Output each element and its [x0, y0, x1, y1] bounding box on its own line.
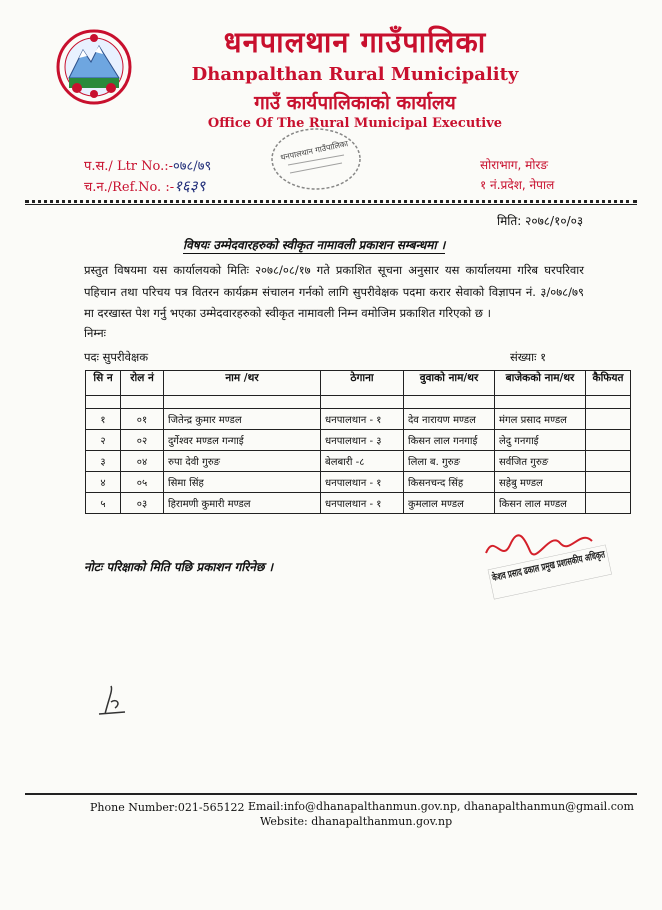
table-spacer-row	[86, 396, 631, 409]
cell-grandfather: सहेबु मण्डल	[495, 472, 586, 493]
address-line-2: १ नं.प्रदेश, नेपाल	[480, 178, 555, 192]
cell-name: दुर्गेश्वर मण्डल गन्गाई	[164, 430, 321, 451]
cell-roll: ०१	[121, 409, 164, 430]
municipality-emblem	[55, 28, 133, 106]
cell-name: सिमा सिंह	[164, 472, 321, 493]
cell-grandfather: सर्वजित गुरुङ	[495, 451, 586, 472]
cell-address: धनपालथान - १	[321, 409, 404, 430]
post-name: पदः सुपरीवेक्षक	[84, 350, 149, 364]
table-row	[86, 493, 631, 514]
letter-body: प्रस्तुत विषयमा यस कार्यालयको मितिः २०७८/०८/१७ गते प्रकाशित सूचना अनुसार यस कार्यालयमा गरिब घरपरिवार पहिचान तथा परिचय पत्र वितरन कार्यक्रम संचालन गर्नको लागि सुपरीवेक्षक पदमा करार सेवाको विज्ञापन नं. ३/०७८/७९ मा दरखास्त पेश गर्नु भएका उम्मेदवारहरुको स्वीकृत नामावली निम्न वमोजिम प्रकाशित गरिएको छ ।	[84, 263, 584, 320]
col-address: ठेगाना	[321, 371, 404, 396]
office-title-nepali: गाउँ कार्यपालिकाको कार्यालय	[254, 92, 456, 114]
cell-grandfather: किसन लाल मण्डल	[495, 493, 586, 514]
footer-website: Website: dhanapalthanmun.gov.np	[260, 815, 453, 828]
cell-serial: १	[86, 409, 121, 430]
cell-father: किसन लाल गनगाई	[404, 430, 495, 451]
table-row	[86, 430, 631, 451]
reference-number	[84, 176, 205, 196]
cell-roll: ०३	[121, 493, 164, 514]
col-serial: सि न	[86, 371, 121, 396]
cell-serial: ४	[86, 472, 121, 493]
stamp-text: केशव प्रसाद ढकाल प्रमुख प्रशासकीय अधिकृत	[491, 538, 658, 584]
cell-name: रुपा देवी गुरुङ	[164, 451, 321, 472]
cell-remarks	[586, 472, 631, 493]
cell-father: कुमलाल मण्डल	[404, 493, 495, 514]
office-seal	[268, 125, 364, 193]
col-remarks: कैफियत	[586, 371, 631, 396]
cell-roll: ०२	[121, 430, 164, 451]
cell-remarks	[586, 493, 631, 514]
letter-number-label: प.स./ Ltr No.:-	[84, 159, 174, 174]
letter-number	[84, 156, 211, 174]
municipality-title-english: Dhanpalthan Rural Municipality	[191, 64, 519, 85]
cell-serial: २	[86, 430, 121, 451]
reference-number-value: १६३९	[174, 177, 206, 195]
cell-name: हिरामणी कुमारी मण्डल	[164, 493, 321, 514]
cell-serial: ५	[86, 493, 121, 514]
cell-name: जितेन्द्र कुमार मण्डल	[164, 409, 321, 430]
table-row	[86, 472, 631, 493]
cell-father: किसनचन्द सिंह	[404, 472, 495, 493]
office-title-english: Office Of The Rural Municipal Executive	[207, 116, 503, 131]
col-name: नाम /थर	[164, 371, 321, 396]
col-roll: रोल नं	[121, 371, 164, 396]
table-row	[86, 409, 631, 430]
cell-address: धनपालथान - १	[321, 472, 404, 493]
footer-divider	[25, 793, 637, 795]
footer-phone: Phone Number:021-565122	[90, 801, 245, 814]
cell-grandfather: लेदु गनगाई	[495, 430, 586, 451]
cell-father: लिला ब. गुरुङ	[404, 451, 495, 472]
cell-grandfather: मंगल प्रसाद मण्डल	[495, 409, 586, 430]
letter-number-value: ०७८/७९	[173, 159, 212, 174]
letter-note: नोटः परिक्षाको मिति पछि प्रकाशन गरिनेछ ।	[84, 560, 274, 574]
footer-email: Email:info@dhanapalthanmun.gov.np, dhanapalthanmun@gmail.com	[248, 800, 634, 813]
address-line-1: सोराभाग, मोरङ	[480, 158, 549, 172]
list-heading: निम्नः	[84, 326, 106, 340]
cell-address: धनपालथान - १	[321, 493, 404, 514]
col-father: वुवाको नाम/थर	[404, 371, 495, 396]
cell-remarks	[586, 409, 631, 430]
reference-number-label: च.न./Ref.No. :-	[84, 180, 175, 195]
signature-stamp	[480, 523, 658, 598]
municipality-title-nepali: धनपालथान गाउँपालिका	[223, 25, 487, 59]
cell-father: देव नारायण मण्डल	[404, 409, 495, 430]
cell-address: धनपालथान - ३	[321, 430, 404, 451]
seal-text: धनपालथान गाउँपालिका	[279, 139, 349, 163]
header-divider	[25, 200, 637, 203]
post-count: संख्याः १	[510, 350, 547, 364]
cell-serial: ३	[86, 451, 121, 472]
letter-subject: विषयः उम्मेदवारहरुको स्वीकृत नामावली प्रकाशन सम्बन्धमा ।	[183, 238, 446, 252]
cell-remarks	[586, 451, 631, 472]
cell-address: बेलबारी -८	[321, 451, 404, 472]
col-grandfather: बाजेकको नाम/थर	[495, 371, 586, 396]
signature-mark	[95, 684, 131, 720]
header-divider-line	[25, 204, 637, 205]
candidate-table	[85, 370, 631, 514]
cell-roll: ०५	[121, 472, 164, 493]
table-header-row	[86, 371, 631, 396]
letter-date: मिति: २०७८/१०/०३	[497, 214, 584, 228]
cell-remarks	[586, 430, 631, 451]
cell-roll: ०४	[121, 451, 164, 472]
table-row	[86, 451, 631, 472]
